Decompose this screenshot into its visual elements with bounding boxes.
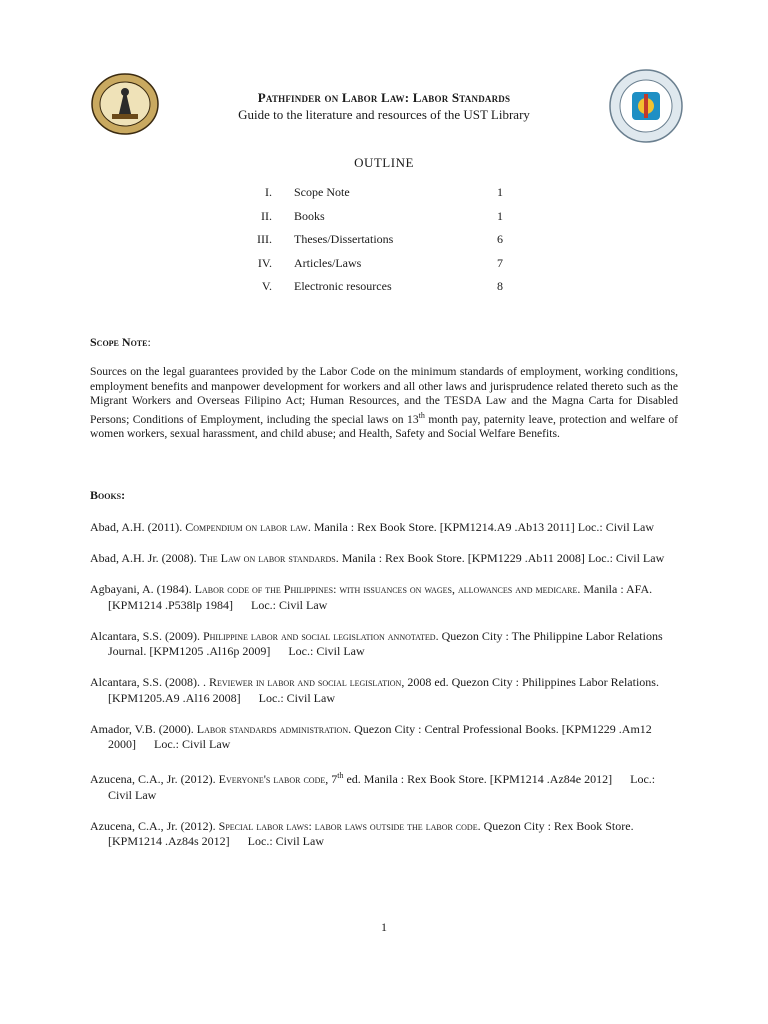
book-location: Loc.: Civil Law [108,772,656,802]
book-author: Abad, A.H. (2011). [90,520,186,534]
book-title: The Law on labor standards [199,551,336,565]
outline-item-number: V. [261,279,272,293]
book-entry [90,722,680,753]
book-entry [90,520,680,536]
book-publication: . Manila : Rex Book Store. [KPM1229 .Ab11 2008] [335,551,585,565]
outline-item-label: Scope Note [294,185,350,199]
outline-item-label: Theses/Dissertations [294,232,394,246]
book-publication: . Quezon City : Rex Book Store. [KPM1214 .Az84s 2012] [108,818,634,848]
book-list [90,520,680,865]
outline-item-label: Electronic resources [294,279,392,293]
book-edition: , 7 [325,772,338,786]
book-title: Everyone's labor code [218,772,326,786]
book-author: Amador, V.B. (2000). [90,721,197,736]
outline-item [240,232,520,256]
book-location: Loc.: Civil Law [247,834,324,848]
book-title: Labor code of the Philippines: with issuances on wages, allowances and medicare [194,582,578,596]
outline-item-number: III. [257,232,272,246]
book-entry [90,551,680,567]
book-title: Labor standards administration [196,721,349,736]
outline-list [240,185,520,303]
outline-item-page: 8 [497,279,503,293]
book-author: Abad, A.H. Jr. (2008). [90,551,200,565]
book-author: Alcantara, S.S. (2008). . [90,675,209,689]
book-location: Loc.: Civil Law [251,597,328,612]
scope-text-superscript: th [418,410,425,420]
book-location: Loc.: Civil Law [258,690,335,705]
book-location: Loc.: Civil Law [288,644,365,658]
outline-heading: OUTLINE [354,155,414,170]
outline-item-label: Articles/Laws [294,255,362,270]
scope-text-part2: month pay, paternity leave, protection and welfare of women workers, sexual harassment, and child abuse; and Health, Safety and Social Welfare Benefits. [90,412,678,441]
book-author: Azucena, C.A., Jr. (2012). [90,818,219,833]
book-publication: . Quezon City : The Philippine Labor Relations Journal. [KPM1205 .Al16p 2009] [108,628,663,658]
book-publication: . Manila : AFA. [KPM1214 .P538lp 1984] [108,582,653,612]
book-publication: , 2008 ed. Quezon City : Philippines Labor Relations. [KPM1205.A9 .Al16 2008] [108,675,659,705]
outline-item-page: 7 [497,255,503,270]
book-publication: . Manila : Rex Book Store. [KPM1214.A9 .Ab13 2011] [307,520,575,534]
scope-note-heading-text: Scope Note [90,335,148,349]
outline-item-number: I. [265,185,272,199]
document-subtitle: Guide to the literature and resources of the UST Library [238,107,530,122]
page-number: 1 [381,920,387,934]
book-title: Philippine labor and social legislation annotated [202,628,436,643]
book-location: Loc.: Civil Law [154,737,231,751]
book-entry [90,675,680,706]
outline-item-label: Books [294,208,325,223]
book-edition-superscript: th [337,771,344,780]
outline-item-page: 1 [497,185,503,199]
outline-item-page: 6 [497,232,503,246]
book-entry [90,629,680,660]
outline-item [240,256,520,280]
document-title: Pathfinder on Labor Law: Labor Standards [257,90,511,105]
ust-seal-icon [608,68,684,144]
book-title: Reviewer in labor and social legislation [208,675,402,689]
book-location: Loc.: Civil Law [577,520,655,534]
scope-note-colon: : [147,335,151,349]
book-publication: ed. Manila : Rex Book Store. [KPM1214 .Az84e 2012] [343,772,613,786]
outline-item-page: 1 [497,208,503,223]
book-location: Loc.: Civil Law [587,551,665,565]
book-author: Agbayani, A. (1984). [90,582,195,596]
book-author: Alcantara, S.S. (2009). [90,628,203,643]
outline-item-number: II. [261,208,272,223]
scope-text-part1: Sources on the legal guarantees provided by the Labor Code on the minimum standards of employment, working conditions, employment benefits and manpower development for workers and all other laws and jurisprudence related thereto such as the Migrant Workers and Overseas Filipino Act; Human Resources, and the TESDA Law and the Magna Carta for Disabled Persons; Conditions of Employment, including the special laws on 13 [90,365,678,426]
scope-note-heading [90,335,151,350]
outline-item-number: IV. [257,255,272,270]
outline-item [240,185,520,209]
book-entry [90,819,680,850]
outline-item [240,209,520,233]
books-heading: Books: [90,488,126,502]
book-entry [90,768,680,803]
book-author: Azucena, C.A., Jr. (2012). [90,772,219,786]
book-publication: . Quezon City : Central Professional Books. [KPM1229 .Am12 2000] [108,721,652,751]
book-title: Compendium on labor law [185,520,308,534]
book-entry [90,582,680,613]
scope-note-text [90,365,678,442]
outline-item [240,279,520,303]
book-title: Special labor laws: labor laws outside the labor code [218,818,478,833]
